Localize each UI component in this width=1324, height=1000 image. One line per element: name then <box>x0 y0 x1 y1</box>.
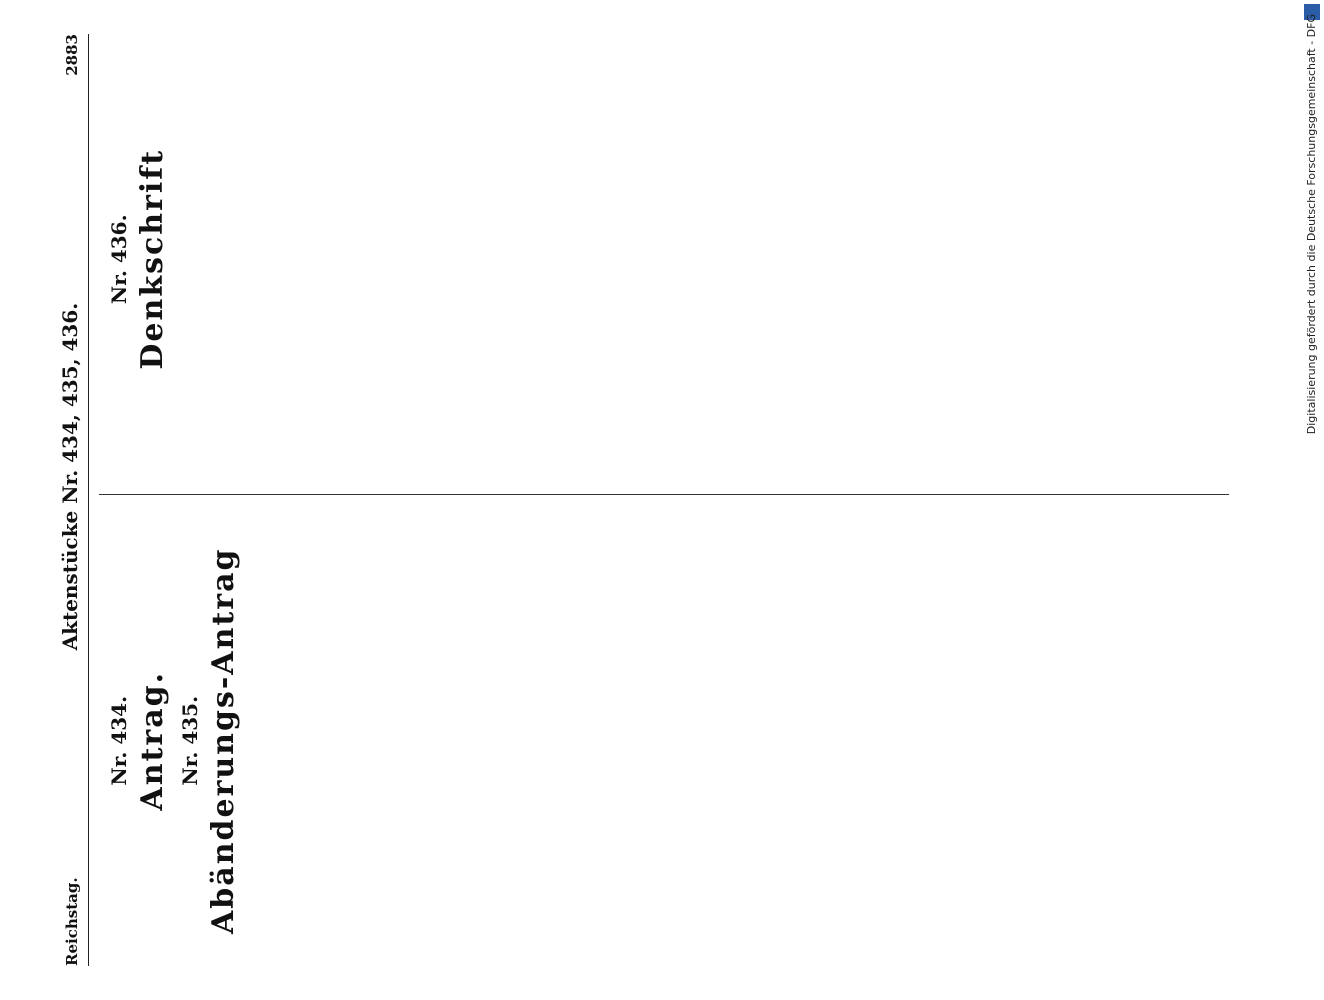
scanned-page <box>40 8 1278 992</box>
block-number: Nr. 435. <box>178 695 202 786</box>
rotated-content <box>40 8 1278 992</box>
digitization-credit: Digitalisierung gefördert durch die Deutsche Forschungsgemeinschaft - DFG <box>1305 14 1318 435</box>
page-number: 2883 <box>63 34 81 76</box>
block-title: Antrag. <box>135 670 170 811</box>
block-number: Nr. 436. <box>107 214 131 305</box>
running-head <box>58 34 89 966</box>
running-head-left: Reichstag. <box>63 877 81 966</box>
column-right <box>99 34 1229 496</box>
block-title: Denkschrift <box>135 148 170 370</box>
block-title: Abänderungs-Antrag <box>206 547 241 934</box>
text-columns <box>99 34 1229 966</box>
running-head-center: Aktenstücke Nr. 434, 435, 436. <box>58 302 82 651</box>
column-left <box>99 516 1229 967</box>
block-number: Nr. 434. <box>107 695 131 786</box>
